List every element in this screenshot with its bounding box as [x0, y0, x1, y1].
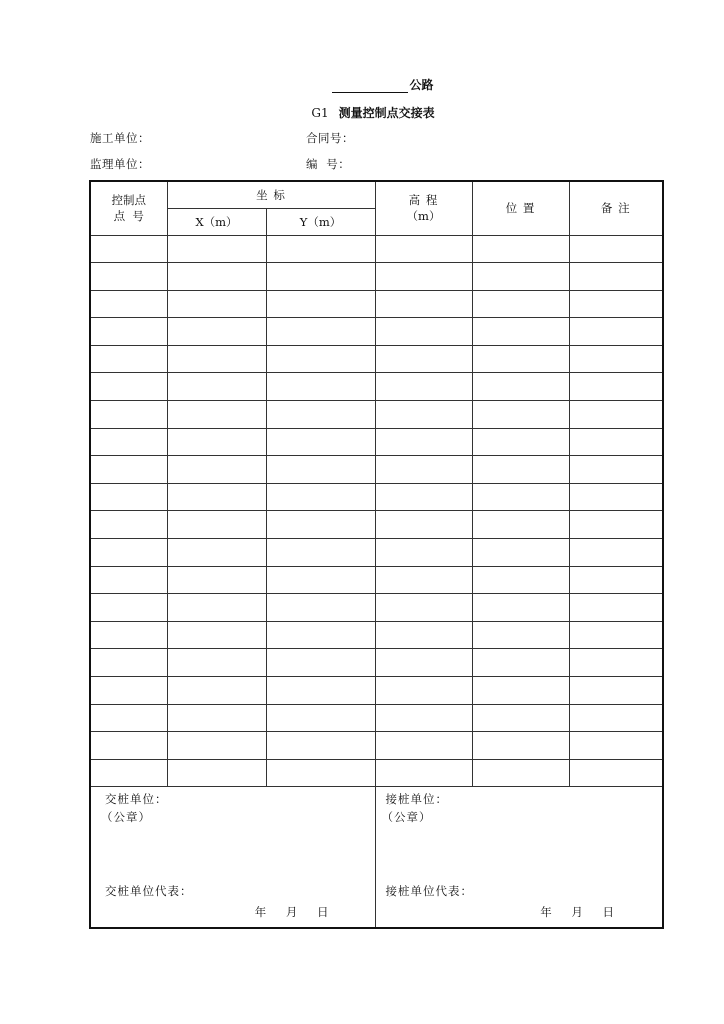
cell-elevation[interactable] [375, 483, 472, 511]
cell-remarks[interactable] [569, 649, 663, 677]
handover-seal-label: （公章） [101, 810, 151, 825]
cell-location[interactable] [472, 649, 569, 677]
cell-y[interactable] [266, 732, 375, 760]
road-name-blank[interactable] [332, 80, 408, 93]
cell-y[interactable] [266, 345, 375, 373]
cell-elevation[interactable] [375, 704, 472, 732]
cell-remarks[interactable] [569, 318, 663, 346]
table-row [90, 649, 663, 677]
cell-y[interactable] [266, 621, 375, 649]
cell-location[interactable] [472, 235, 569, 263]
cell-elevation[interactable] [375, 263, 472, 291]
cell-elevation[interactable] [375, 649, 472, 677]
cell-x[interactable] [167, 345, 266, 373]
cell-y[interactable] [266, 290, 375, 318]
cell-remarks[interactable] [569, 621, 663, 649]
header-row-1 [90, 181, 663, 208]
handover-rep-label: 交桩单位代表： [105, 884, 193, 899]
cell-x[interactable] [167, 263, 266, 291]
cell-y[interactable] [266, 511, 375, 539]
table-row [90, 621, 663, 649]
elevation-header-line2: （m） [406, 209, 441, 224]
cell-location[interactable] [472, 677, 569, 705]
supervisor-label: 监理单位： [90, 157, 150, 171]
cell-remarks[interactable] [569, 594, 663, 622]
table-row [90, 401, 663, 429]
col-header-coordinates: 坐 标 [167, 181, 375, 208]
cell-remarks[interactable] [569, 483, 663, 511]
cell-point-no[interactable] [90, 511, 167, 539]
cell-remarks[interactable] [569, 373, 663, 401]
cell-location[interactable] [472, 539, 569, 567]
cell-x[interactable] [167, 373, 266, 401]
cell-point-no[interactable] [90, 263, 167, 291]
table-body [90, 235, 663, 787]
cell-remarks[interactable] [569, 511, 663, 539]
cell-point-no[interactable] [90, 456, 167, 484]
cell-remarks[interactable] [569, 345, 663, 373]
cell-location[interactable] [472, 456, 569, 484]
cell-point-no[interactable] [90, 373, 167, 401]
table-row [90, 456, 663, 484]
cell-x[interactable] [167, 483, 266, 511]
cell-point-no[interactable] [90, 235, 167, 263]
cell-point-no[interactable] [90, 483, 167, 511]
receive-unit-label: 接桩单位： [385, 792, 448, 807]
table-row [90, 732, 663, 760]
cell-elevation[interactable] [375, 539, 472, 567]
cell-x[interactable] [167, 456, 266, 484]
cell-y[interactable] [266, 566, 375, 594]
col-header-remarks: 备 注 [569, 181, 663, 235]
cell-x[interactable] [167, 428, 266, 456]
col-header-y: Y（m） [266, 208, 375, 235]
cell-y[interactable] [266, 704, 375, 732]
elevation-header-line1: 高 程 [408, 193, 439, 208]
cell-point-no[interactable] [90, 677, 167, 705]
form-name: 测量控制点交接表 [338, 106, 435, 120]
table-row [90, 345, 663, 373]
receive-seal-label: （公章） [381, 810, 432, 825]
cell-location[interactable] [472, 594, 569, 622]
cell-x[interactable] [167, 318, 266, 346]
cell-point-no[interactable] [90, 732, 167, 760]
cell-location[interactable] [472, 290, 569, 318]
table-row [90, 594, 663, 622]
cell-y[interactable] [266, 428, 375, 456]
cell-remarks[interactable] [569, 401, 663, 429]
table-row [90, 373, 663, 401]
cell-remarks[interactable] [569, 263, 663, 291]
cell-point-no[interactable] [90, 759, 167, 787]
cell-x[interactable] [167, 566, 266, 594]
table-row [90, 759, 663, 787]
col-header-elevation [375, 181, 472, 235]
cell-point-no[interactable] [90, 621, 167, 649]
cell-remarks[interactable] [569, 566, 663, 594]
cell-location[interactable] [472, 759, 569, 787]
cell-elevation[interactable] [375, 428, 472, 456]
cell-y[interactable] [266, 677, 375, 705]
cell-elevation[interactable] [375, 594, 472, 622]
cell-remarks[interactable] [569, 677, 663, 705]
col-header-x: X（m） [167, 208, 266, 235]
cell-elevation[interactable] [375, 456, 472, 484]
cell-y[interactable] [266, 649, 375, 677]
cell-remarks[interactable] [569, 732, 663, 760]
cell-y[interactable] [266, 263, 375, 291]
table-row [90, 677, 663, 705]
cell-x[interactable] [167, 704, 266, 732]
cell-location[interactable] [472, 566, 569, 594]
handover-section [90, 787, 375, 929]
form-code: G1 [311, 106, 329, 120]
cell-y[interactable] [266, 539, 375, 567]
table-row [90, 566, 663, 594]
cell-remarks[interactable] [569, 428, 663, 456]
handover-unit-label: 交桩单位： [105, 792, 168, 807]
control-point-header-line1: 控制点 [111, 193, 146, 208]
cell-y[interactable] [266, 594, 375, 622]
cell-elevation[interactable] [375, 759, 472, 787]
cell-location[interactable] [472, 373, 569, 401]
cell-y[interactable] [266, 401, 375, 429]
cell-elevation[interactable] [375, 345, 472, 373]
cell-y[interactable] [266, 483, 375, 511]
cell-y[interactable] [266, 759, 375, 787]
cell-location[interactable] [472, 483, 569, 511]
cell-point-no[interactable] [90, 704, 167, 732]
form-title [0, 104, 724, 121]
cell-y[interactable] [266, 235, 375, 263]
cell-y[interactable] [266, 456, 375, 484]
cell-y[interactable] [266, 373, 375, 401]
cell-remarks[interactable] [569, 290, 663, 318]
cell-remarks[interactable] [569, 539, 663, 567]
road-title [0, 76, 724, 93]
cell-elevation[interactable] [375, 401, 472, 429]
cell-x[interactable] [167, 594, 266, 622]
table-row [90, 235, 663, 263]
cell-location[interactable] [472, 263, 569, 291]
cell-x[interactable] [167, 290, 266, 318]
contract-no-label: 合同号： [306, 131, 354, 145]
table-row [90, 290, 663, 318]
table-row [90, 511, 663, 539]
cell-elevation[interactable] [375, 373, 472, 401]
cell-x[interactable] [167, 759, 266, 787]
cell-elevation[interactable] [375, 290, 472, 318]
cell-x[interactable] [167, 677, 266, 705]
handover-date-label: 年 月 日 [254, 905, 337, 920]
contractor-label: 施工单位： [90, 131, 150, 145]
cell-y[interactable] [266, 318, 375, 346]
cell-remarks[interactable] [569, 235, 663, 263]
cell-elevation[interactable] [375, 318, 472, 346]
cell-point-no[interactable] [90, 539, 167, 567]
cell-remarks[interactable] [569, 704, 663, 732]
cell-elevation[interactable] [375, 732, 472, 760]
cell-location[interactable] [472, 621, 569, 649]
receive-rep-label: 接桩单位代表： [385, 884, 473, 899]
cell-elevation[interactable] [375, 677, 472, 705]
cell-location[interactable] [472, 704, 569, 732]
cell-elevation[interactable] [375, 511, 472, 539]
col-header-control-point [90, 181, 167, 235]
table-row [90, 263, 663, 291]
cell-location[interactable] [472, 401, 569, 429]
table-row [90, 539, 663, 567]
cell-point-no[interactable] [90, 649, 167, 677]
cell-x[interactable] [167, 539, 266, 567]
serial-no-label: 编 号： [306, 157, 351, 171]
cell-remarks[interactable] [569, 759, 663, 787]
cell-x[interactable] [167, 511, 266, 539]
cell-point-no[interactable] [90, 345, 167, 373]
cell-location[interactable] [472, 345, 569, 373]
cell-point-no[interactable] [90, 566, 167, 594]
table-row [90, 318, 663, 346]
cell-location[interactable] [472, 428, 569, 456]
cell-x[interactable] [167, 621, 266, 649]
cell-point-no[interactable] [90, 428, 167, 456]
cell-remarks[interactable] [569, 456, 663, 484]
col-header-location: 位 置 [472, 181, 569, 235]
receive-section [375, 787, 663, 929]
road-suffix: 公路 [409, 78, 434, 92]
cell-x[interactable] [167, 732, 266, 760]
cell-point-no[interactable] [90, 401, 167, 429]
cell-x[interactable] [167, 235, 266, 263]
cell-elevation[interactable] [375, 621, 472, 649]
cell-x[interactable] [167, 401, 266, 429]
cell-x[interactable] [167, 649, 266, 677]
table-row [90, 704, 663, 732]
cell-point-no[interactable] [90, 318, 167, 346]
control-point-header-line2: 点 号 [113, 209, 144, 224]
table-row [90, 483, 663, 511]
cell-point-no[interactable] [90, 290, 167, 318]
cell-location[interactable] [472, 318, 569, 346]
cell-location[interactable] [472, 511, 569, 539]
receive-date-label: 年 月 日 [540, 905, 622, 920]
cell-point-no[interactable] [90, 594, 167, 622]
cell-elevation[interactable] [375, 235, 472, 263]
footer-row [90, 787, 663, 929]
table-row [90, 428, 663, 456]
cell-location[interactable] [472, 732, 569, 760]
cell-elevation[interactable] [375, 566, 472, 594]
control-point-table [89, 180, 664, 929]
